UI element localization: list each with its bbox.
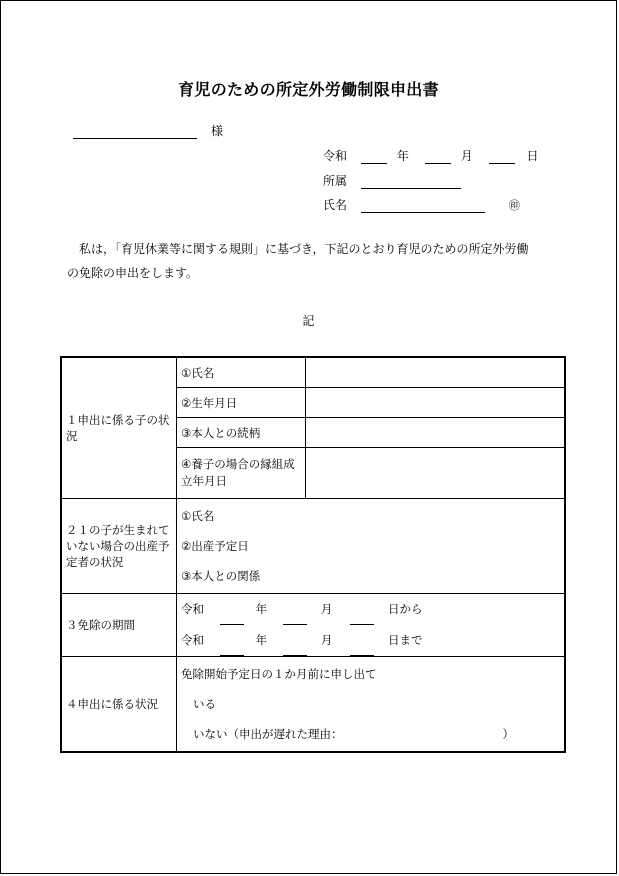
date-year-blank[interactable] bbox=[361, 151, 387, 164]
ki-heading: 記 bbox=[302, 314, 315, 328]
table-row bbox=[61, 594, 565, 657]
section1-item: ②生年月日 bbox=[177, 388, 306, 418]
table-row bbox=[61, 499, 565, 594]
date-day-label: 日 bbox=[526, 149, 539, 163]
period-from-year-blank[interactable] bbox=[220, 612, 244, 625]
section1-birthdate-field[interactable] bbox=[306, 388, 566, 418]
addressee-suffix: 様 bbox=[211, 124, 224, 138]
section4-label: ４申出に係る状況 bbox=[61, 657, 177, 753]
addressee-blank[interactable] bbox=[73, 126, 197, 139]
period-from-month-blank[interactable] bbox=[283, 612, 307, 625]
period-from-year-label: 年 bbox=[255, 602, 268, 616]
application-table bbox=[60, 356, 566, 753]
period-to bbox=[181, 625, 560, 656]
section2-label: ２１の子が生まれていない場合の出産予定者の状況 bbox=[61, 499, 177, 594]
section1-name-field[interactable] bbox=[306, 357, 566, 388]
period-from bbox=[181, 594, 560, 625]
section3-period[interactable] bbox=[177, 594, 566, 657]
section1-label: １申出に係る子の状況 bbox=[61, 357, 177, 499]
section2-item: ③本人との関係 bbox=[181, 569, 261, 583]
dept-line bbox=[323, 172, 461, 189]
period-from-day-blank[interactable] bbox=[350, 612, 374, 625]
section4-status[interactable] bbox=[177, 657, 566, 753]
period-to-era: 令和 bbox=[181, 633, 204, 647]
section4-option-no[interactable] bbox=[181, 719, 560, 749]
section4-option-no-close: ） bbox=[502, 727, 514, 741]
date-month-label: 月 bbox=[460, 149, 473, 163]
section2-details[interactable] bbox=[177, 499, 566, 594]
section1-relation-field[interactable] bbox=[306, 418, 566, 448]
period-to-year-blank[interactable] bbox=[220, 643, 244, 656]
section1-item: ①氏名 bbox=[177, 357, 306, 388]
period-to-month-blank[interactable] bbox=[283, 643, 307, 656]
name-label: 氏名 bbox=[323, 198, 348, 212]
period-to-day-blank[interactable] bbox=[350, 643, 374, 656]
dept-blank[interactable] bbox=[361, 176, 461, 189]
addressee bbox=[73, 122, 223, 139]
section3-label: ３免除の期間 bbox=[61, 594, 177, 657]
table-row bbox=[61, 357, 565, 388]
period-to-day-label: 日まで bbox=[387, 633, 423, 647]
period-to-month-label: 月 bbox=[320, 633, 333, 647]
date-month-blank[interactable] bbox=[425, 151, 451, 164]
date-day-blank[interactable] bbox=[489, 151, 515, 164]
document-title: 育児のための所定外労働制限申出書 bbox=[178, 80, 439, 99]
statement-line-2: の免除の申出をします。 bbox=[67, 266, 199, 280]
section4-statement: 免除開始予定日の１か月前に申し出て bbox=[181, 667, 377, 681]
period-from-era: 令和 bbox=[181, 602, 204, 616]
name-blank[interactable] bbox=[361, 200, 485, 213]
table-row bbox=[61, 657, 565, 753]
request-statement bbox=[67, 237, 553, 285]
section1-item: ④養子の場合の縁組成立年月日 bbox=[177, 448, 306, 499]
section4-option-no-label: いない（申出が遅れた理由： bbox=[193, 727, 343, 741]
section4-option-yes[interactable]: いる bbox=[193, 697, 216, 711]
date-year-label: 年 bbox=[396, 149, 409, 163]
section2-item: ①氏名 bbox=[181, 509, 215, 523]
period-to-year-label: 年 bbox=[255, 633, 268, 647]
period-from-day-label: 日から bbox=[387, 602, 423, 616]
name-line bbox=[323, 196, 520, 213]
date-line bbox=[323, 147, 539, 164]
dept-label: 所属 bbox=[323, 174, 348, 188]
section1-adoption-date-field[interactable] bbox=[306, 448, 566, 499]
statement-line-1: 私は，「育児休業等に関する規則」に基づき，下記のとおり育児のための所定外労働 bbox=[79, 242, 529, 256]
section2-item: ②出産予定日 bbox=[181, 539, 249, 553]
date-era: 令和 bbox=[323, 149, 348, 163]
section1-item: ③本人との続柄 bbox=[177, 418, 306, 448]
seal-mark: ㊞ bbox=[508, 199, 520, 212]
period-from-month-label: 月 bbox=[320, 602, 333, 616]
